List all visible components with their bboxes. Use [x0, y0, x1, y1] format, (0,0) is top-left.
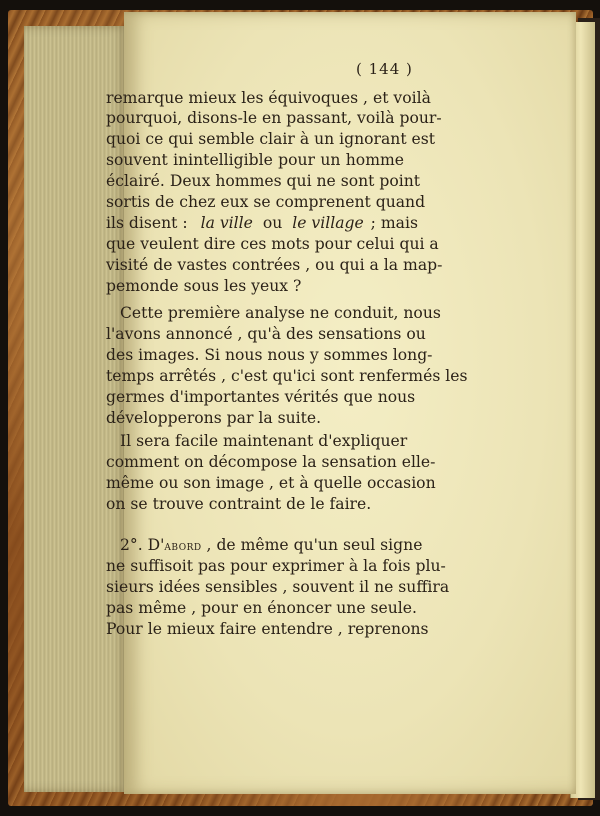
text-line: l'avons annoncé , qu'à des sensations ou [106, 325, 426, 343]
text-line: pourquoi, disons-le en passant, voilà pour- [106, 109, 442, 127]
text-line: sieurs idées sensibles , souvent il ne suffira [106, 578, 450, 596]
text-line: Cette première analyse ne conduit, nous [120, 304, 441, 322]
text-line-mixed [120, 535, 423, 556]
text-span: ; mais [370, 214, 418, 232]
text-line: des images. Si nous nous y sommes long- [106, 346, 433, 364]
italic-phrase: le village [292, 214, 364, 232]
text-line: temps arrêtés , c'est qu'ici sont renfermés les [106, 367, 468, 385]
page-number: ( 144 ) [356, 60, 413, 78]
text-line: comment on décompose la sensation elle- [106, 453, 436, 471]
text-line: Pour le mieux faire entendre , reprenons [106, 620, 429, 638]
text-span: 2°. D' [120, 536, 165, 554]
text-line: sortis de chez eux se comprenent quand [106, 193, 426, 211]
text-line-mixed [106, 213, 418, 233]
text-line: ne suffisoit pas pour exprimer à la fois plu- [106, 557, 446, 575]
text-line: pemonde sous les yeux ? [106, 277, 302, 295]
text-line: quoi ce qui semble clair à un ignorant est [106, 130, 436, 148]
text-span: ils disent : [106, 214, 188, 232]
text-line: remarque mieux les équivoques , et voilà [106, 89, 431, 107]
text-line: on se trouve contraint de le faire. [106, 495, 372, 513]
text-span: ou [262, 214, 283, 232]
text-line: développerons par la suite. [106, 409, 322, 427]
small-caps-word: abord [164, 538, 202, 554]
text-span: , de même qu'un seul signe [201, 536, 423, 554]
text-line: pas même , pour en énoncer une seule. [106, 599, 417, 617]
text-line: éclairé. Deux hommes qui ne sont point [106, 172, 421, 190]
italic-phrase: la ville [200, 214, 253, 232]
text-line: Il sera facile maintenant d'expliquer [120, 432, 408, 450]
text-line: même ou son image , et à quelle occasion [106, 474, 436, 492]
text-line: visité de vastes contrées , ou qui a la map- [106, 256, 443, 274]
text-line: que veulent dire ces mots pour celui qui a [106, 235, 439, 253]
text-line: germes d'importantes vérités que nous [106, 388, 416, 406]
text-line: souvent inintelligible pour un homme [106, 151, 404, 169]
